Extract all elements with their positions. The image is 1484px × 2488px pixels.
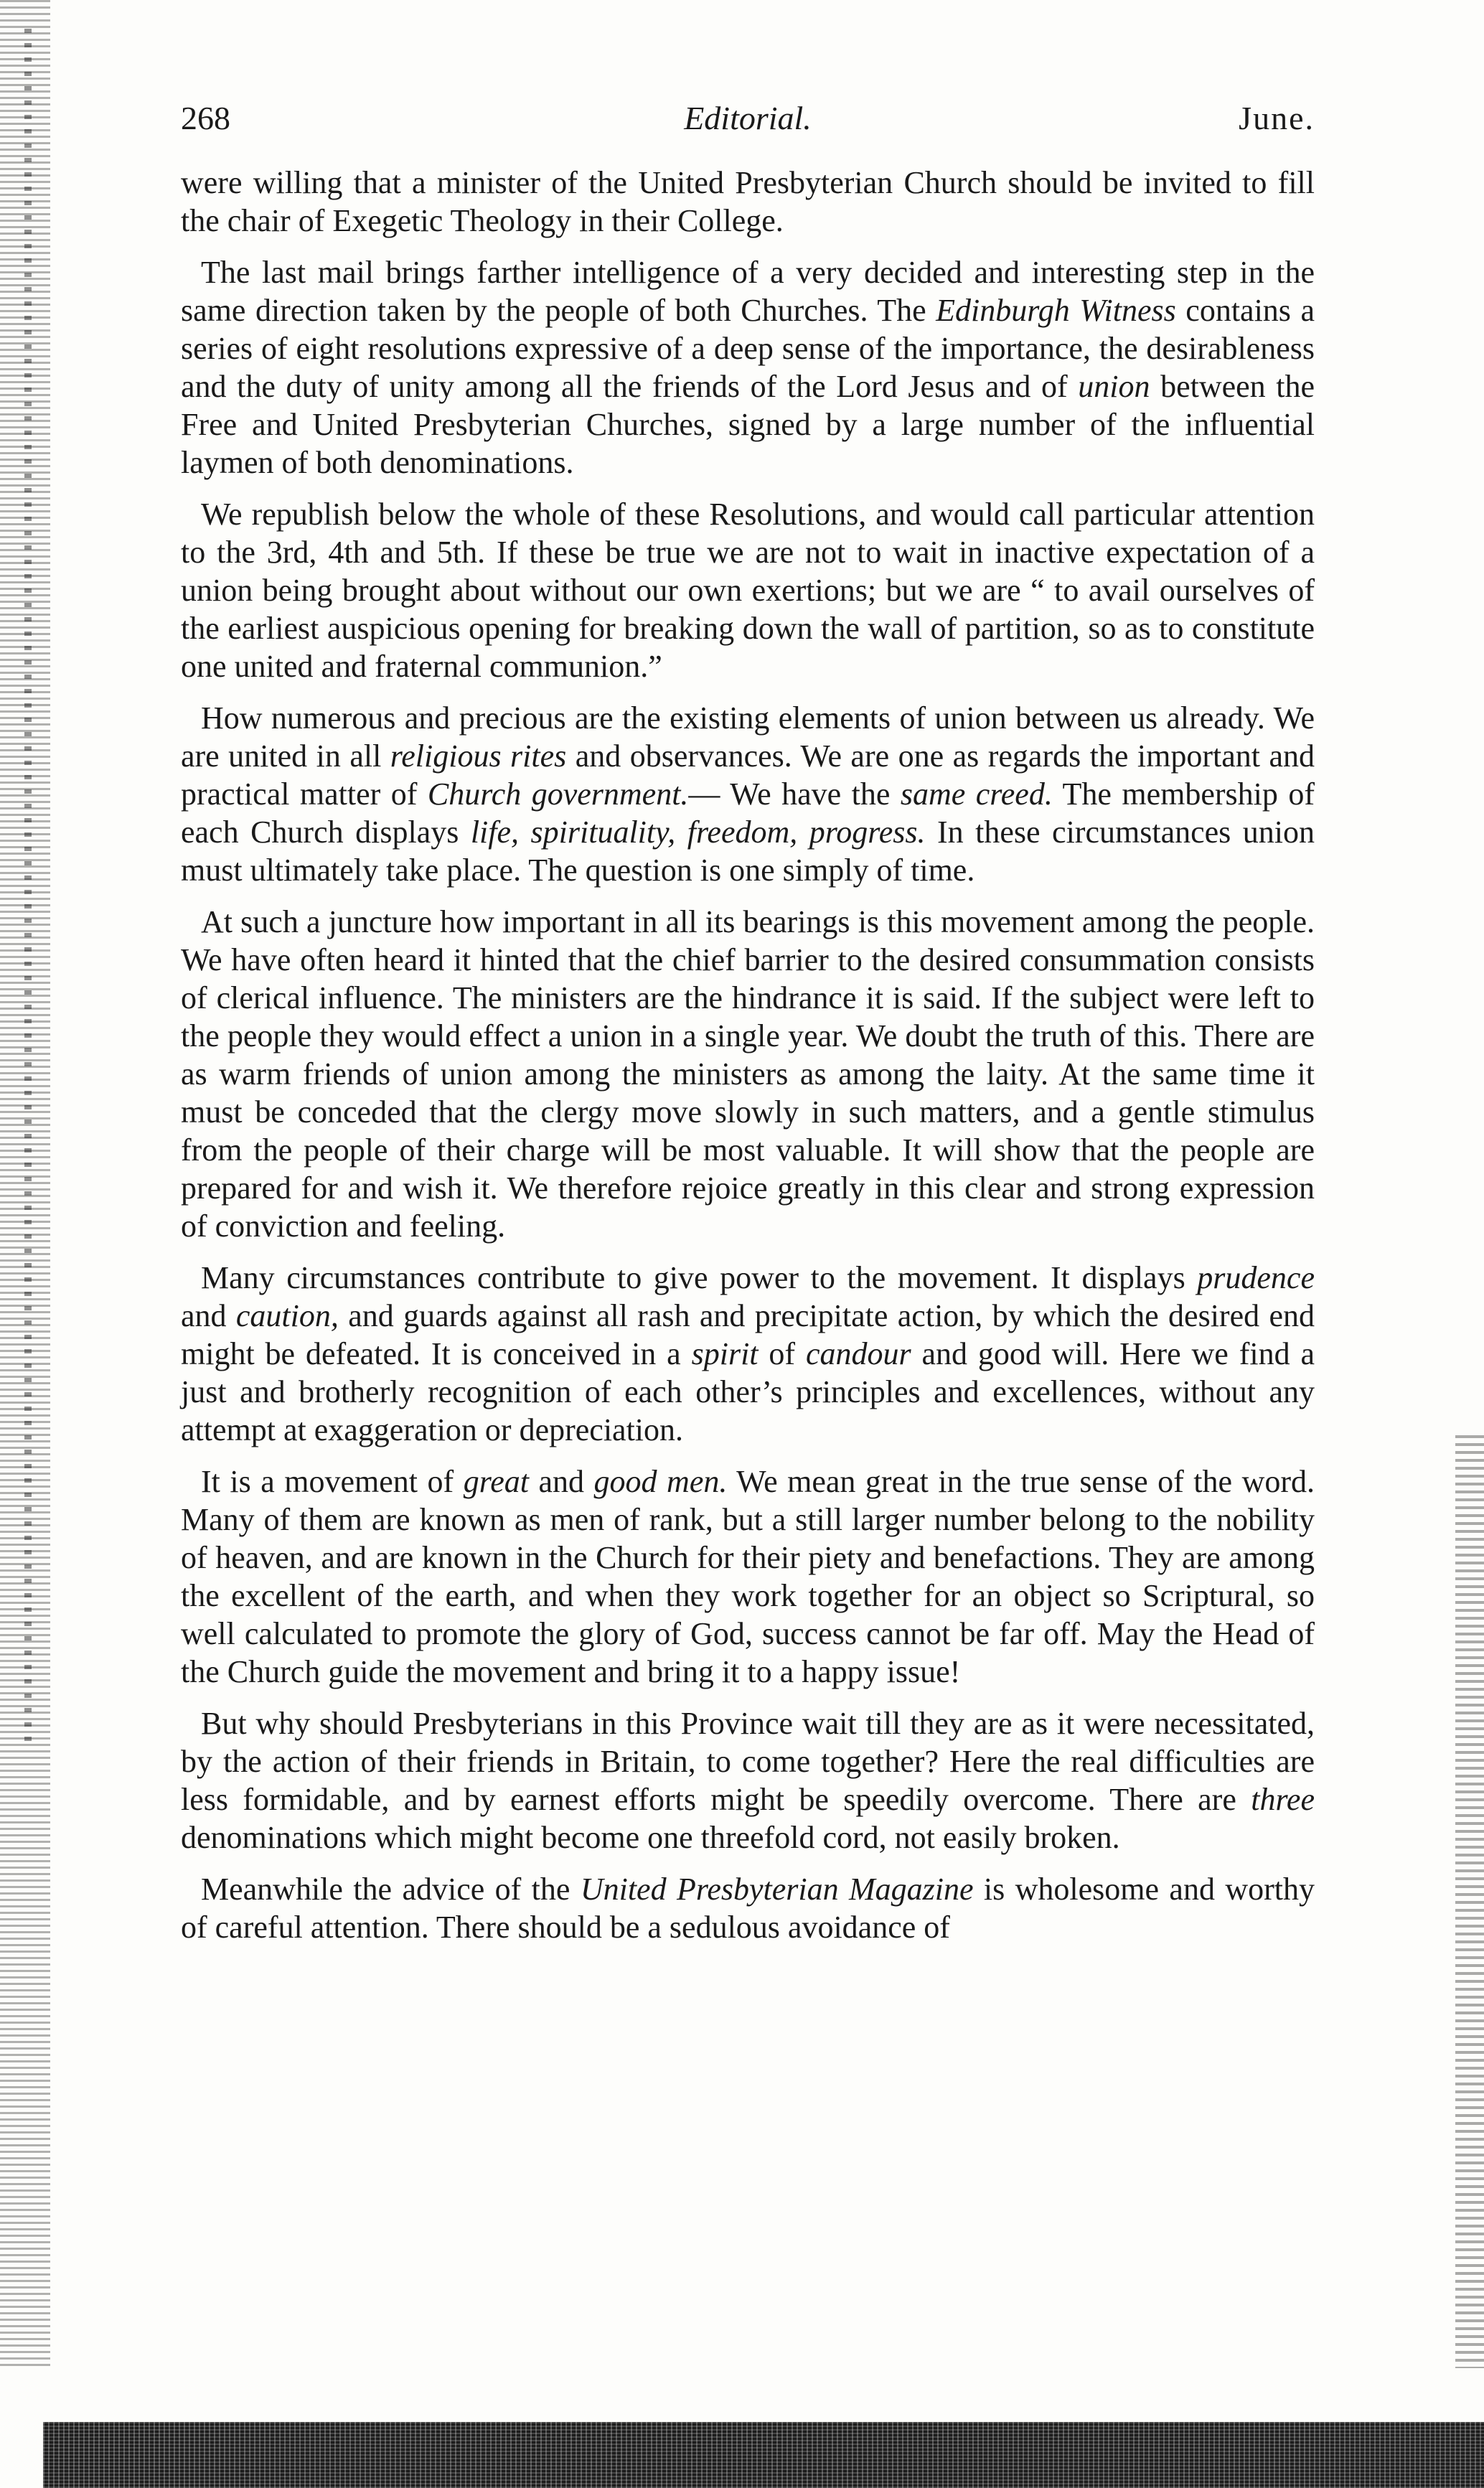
text-run: It is a movement of [201,1464,464,1499]
paragraph [181,164,1315,240]
paragraph [181,903,1315,1245]
text-run: of [758,1336,806,1371]
paragraph [181,699,1315,889]
binding-marks-left [24,29,32,1751]
text-run: denominations which might become one threefold cord, not easily broken. [181,1820,1120,1855]
text-run: and [528,1464,594,1499]
italic-text-run: United Presbyterian Magazine [580,1872,974,1907]
page-edge-right [1455,1435,1484,2368]
header-month: June. [1239,100,1315,136]
text-run: Many circumstances contribute to give power to the movement. It displays [201,1260,1198,1295]
italic-text-run: same creed. [900,776,1053,812]
text-run: and good will. Here we find a just and brotherly recognition of each other’s principles and excellences, without any attempt at exaggeration or depreciation. [181,1336,1315,1447]
italic-text-run: candour [805,1336,911,1371]
text-run: In these circumstances union must ultimately take place. The question is one simply of time. [181,815,1315,888]
page-number: 268 [181,100,230,136]
text-run: We mean great in the true sense of the word. Many of them are known as men of rank, but a still larger number belong to the nobility of heaven, and are known in the Church for their piety and benefactions. They are among the excellent of the earth, and when they work together for an object so Scriptural, so well calculated to promote the glory of God, success cannot be far off. May the Head of the Church guide the movement and bring it to a happy issue! [181,1464,1315,1689]
italic-text-run: Edinburgh Witness [936,293,1176,328]
italic-text-run: caution, [235,1298,339,1333]
text-run: The membership of each Church displays [181,776,1315,850]
italic-text-run: life, spirituality, freedom, progress. [470,815,926,850]
paragraph [181,1259,1315,1449]
text-run: and guards against all rash and precipitate action, by which the desired end might be defeated. It is conceived in a [181,1298,1315,1371]
article-body [181,164,1315,1960]
running-title: Editorial. [684,100,812,136]
text-run: and [181,1298,236,1333]
text-run: between the Free and United Presbyterian Churches, signed by a large number of the influential laymen of both denominations. [181,369,1315,480]
italic-text-run: Church government. [427,776,689,812]
paragraph [181,1870,1315,1946]
text-run: Meanwhile the advice of the [201,1872,581,1907]
text-run: is wholesome and worthy of careful attention. There should be a sedulous avoidance of [181,1872,1315,1945]
text-run: were willing that a minister of the United Presbyterian Church should be invited to fill the chair of Exegetic Theology in their College. [181,165,1315,238]
italic-text-run: prudence [1197,1260,1315,1295]
paragraph [181,253,1315,482]
paragraph [181,495,1315,685]
italic-text-run: great [463,1464,529,1499]
paragraph [181,1704,1315,1856]
text-run: and observances. We are one as regards the important and practical matter of [181,738,1315,812]
paragraph [181,1463,1315,1691]
text-run: — We have the [688,776,901,812]
italic-text-run: union [1078,369,1150,404]
text-run: We republish below the whole of these Resolutions, and would call particular attention to the 3rd, 4th and 5th. If these be true we are not to wait in inactive expectation of a union being brought about without our own exertions; but we are “ to avail ourselves of the earliest auspicious opening for breaking down the wall of partition, so as to constitute one united and fraternal communion.” [181,497,1315,684]
italic-text-run: spirit [691,1336,759,1371]
scan-bottom-band [43,2422,1484,2488]
text-run: contains a series of eight resolutions expressive of a deep sense of the importance, the desirableness and the duty of unity among all the friends of the Lord Jesus and of [181,293,1315,404]
running-header [181,99,1315,142]
text-run: But why should Presbyterians in this Province wait till they are as it were necessitated, by the action of their friends in Britain, to come together? Here the real difficulties are less formidable, and by earnest efforts might be speedily overcome. There are [181,1706,1315,1817]
italic-text-run: religious rites [390,738,567,774]
text-run: At such a juncture how important in all its bearings is this movement among the people. We have often heard it hinted that the chief barrier to the desired consummation consists of clerical influence. The ministers are the hindrance it is said. If the subject were left to the people they would effect a union in a single year. We doubt the truth of this. There are as warm friends of union among the ministers as among the laity. At the same time it must be conceded that the clergy move slowly in such matters, and a gentle stimulus from the people of their charge will be most valuable. It will show that the people are prepared for and wish it. We therefore rejoice greatly in this clear and strong expression of conviction and feeling. [181,904,1315,1244]
text-run: How numerous and precious are the existing elements of union between us already. We are united in all [181,700,1315,774]
italic-text-run: good men. [593,1464,728,1499]
text-run: The last mail brings farther intelligence of a very decided and interesting step in the same direction taken by the people of both Churches. The [181,255,1315,328]
italic-text-run: three [1251,1782,1315,1817]
